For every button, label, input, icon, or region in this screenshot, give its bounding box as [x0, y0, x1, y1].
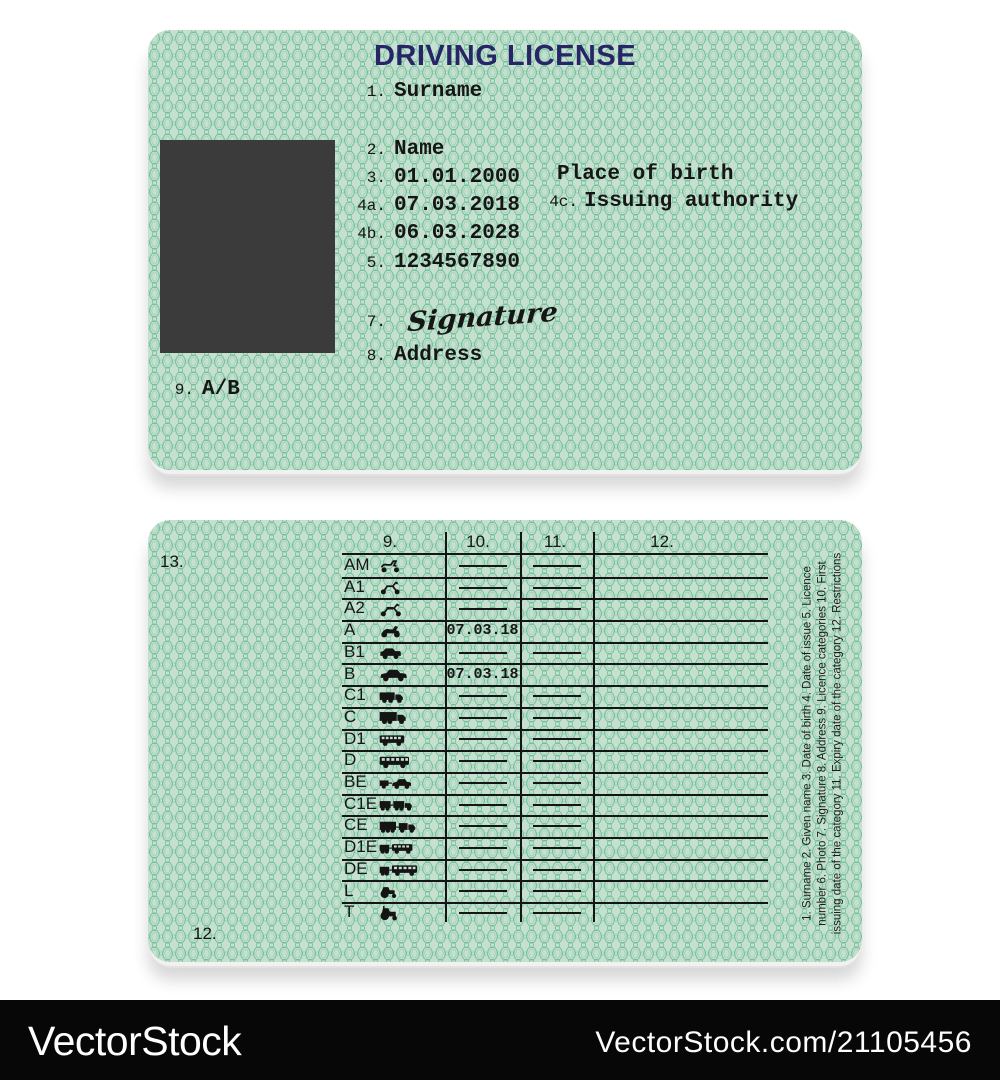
table-row — [342, 902, 768, 924]
photo-placeholder — [160, 140, 335, 353]
truck-icon — [379, 707, 443, 729]
table-cell: 07.03.18 — [446, 622, 519, 640]
legend-line: 1. Surname 2. Given name 3. Date of birth 4. Date of issue 5. Licence — [801, 566, 814, 921]
small-truck-icon — [379, 685, 443, 707]
table-cell — [445, 707, 520, 729]
category-label: D1E — [344, 837, 378, 857]
vectorstock-logo: VectorStock — [28, 1018, 242, 1064]
no-entry-dash — [533, 695, 581, 697]
table-cell — [593, 750, 768, 772]
license-card-front — [148, 30, 862, 470]
table-row — [342, 555, 768, 579]
field-value: 07.03.2018 — [394, 194, 521, 217]
field-date-of-issue — [340, 194, 520, 217]
table-cell — [520, 685, 593, 707]
category-label: A2 — [344, 598, 365, 618]
field-number: 4a. — [357, 197, 386, 215]
label-13: 13. — [160, 552, 184, 571]
no-entry-dash — [533, 804, 581, 806]
field-value: Issuing authority — [584, 190, 799, 213]
field-number: 4b. — [357, 225, 386, 243]
table-cell — [520, 642, 593, 664]
table-cell — [593, 794, 768, 816]
table-cell — [593, 642, 768, 664]
license-card-back — [148, 520, 862, 962]
category-label: C1E — [344, 793, 378, 813]
table-cell: 07.03.18 — [446, 665, 519, 683]
field-value: Surname — [394, 80, 483, 103]
category-label: A — [344, 620, 356, 640]
table-row — [342, 598, 768, 622]
watermark-bar — [0, 1000, 1000, 1080]
header-col-12: 12. — [650, 532, 674, 551]
table-cell — [593, 707, 768, 729]
table-cell — [593, 577, 768, 599]
no-entry-dash — [533, 912, 581, 914]
no-entry-dash — [533, 782, 581, 784]
table-row — [342, 577, 768, 601]
no-entry-dash — [459, 804, 507, 806]
no-entry-dash — [533, 717, 581, 719]
table-row — [342, 794, 768, 818]
table-row — [342, 707, 768, 731]
header-col-11: 11. — [543, 532, 567, 551]
category-label: CE — [344, 815, 368, 835]
field-legend-vertical-text — [801, 544, 846, 944]
table-cell — [593, 685, 768, 707]
table-row — [342, 642, 768, 666]
no-entry-dash — [459, 587, 507, 589]
minibus-trailer-icon — [379, 837, 443, 859]
table-cell — [445, 815, 520, 837]
field-date-of-birth — [340, 166, 520, 189]
table-cell — [520, 577, 593, 599]
field-issuing-authority — [530, 190, 798, 213]
field-value: 01.01.2000 — [394, 166, 521, 189]
no-entry-dash — [533, 608, 581, 610]
table-cell — [593, 859, 768, 881]
table-row — [342, 859, 768, 883]
field-value: 06.03.2028 — [394, 222, 521, 245]
small-tractor-icon — [379, 881, 443, 903]
field-licence-number — [340, 251, 520, 274]
header-col-10: 10. — [466, 532, 490, 551]
table-cell — [593, 620, 768, 642]
table-cell — [593, 815, 768, 837]
no-entry-dash — [533, 847, 581, 849]
table-cell — [520, 902, 593, 924]
field-value: Name — [394, 138, 445, 161]
category-label: B1 — [344, 641, 365, 661]
table-cell — [593, 664, 768, 686]
field-number: 9. — [174, 381, 194, 399]
table-cell — [520, 772, 593, 794]
category-label: DE — [344, 858, 368, 878]
table-cell — [520, 707, 593, 729]
table-cell — [445, 837, 520, 859]
table-row — [342, 750, 768, 774]
no-entry-dash — [459, 890, 507, 892]
table-cell — [520, 729, 593, 751]
field-number: 5. — [366, 254, 386, 272]
moped-icon — [379, 555, 443, 577]
no-entry-dash — [459, 847, 507, 849]
no-entry-dash — [533, 565, 581, 567]
field-signature — [340, 296, 559, 339]
no-entry-dash — [459, 782, 507, 784]
no-entry-dash — [459, 738, 507, 740]
table-header-row — [342, 532, 768, 555]
table-row — [342, 685, 768, 709]
category-label: BE — [344, 772, 367, 791]
table-cell — [520, 664, 593, 686]
table-row — [342, 837, 768, 861]
bus-icon — [379, 750, 443, 772]
no-entry-dash — [459, 912, 507, 914]
category-label: D — [344, 750, 357, 770]
table-cell — [520, 598, 593, 620]
no-entry-dash — [533, 652, 581, 654]
legend-line: issuing date of the category 11. Expiry date of the category 12. Restrictions — [831, 552, 844, 935]
small-truck-trailer-icon — [379, 794, 443, 816]
category-label: B — [344, 663, 356, 683]
field-address — [340, 344, 482, 367]
table-cell — [520, 750, 593, 772]
table-cell — [445, 902, 520, 924]
category-label: C — [344, 706, 357, 726]
table-row — [342, 664, 768, 688]
category-label: A1 — [344, 576, 365, 596]
field-categories — [166, 378, 240, 401]
field-value: 1234567890 — [394, 251, 521, 274]
no-entry-dash — [459, 695, 507, 697]
table-cell — [445, 555, 520, 577]
field-value: A/B — [202, 378, 240, 401]
category-label: L — [344, 880, 354, 900]
table-cell — [520, 837, 593, 859]
table-cell — [445, 859, 520, 881]
table-cell — [593, 772, 768, 794]
no-entry-dash — [533, 587, 581, 589]
no-entry-dash — [459, 717, 507, 719]
minibus-icon — [379, 729, 443, 751]
label-12: 12. — [193, 924, 217, 943]
no-entry-dash — [459, 825, 507, 827]
header-col-9: 9. — [382, 532, 398, 551]
no-entry-dash — [459, 652, 507, 654]
table-cell — [520, 815, 593, 837]
no-entry-dash — [533, 869, 581, 871]
field-place-of-birth: Place of birth — [557, 163, 734, 186]
table-cell — [593, 729, 768, 751]
no-entry-dash — [459, 760, 507, 762]
table-cell — [445, 577, 520, 599]
truck-trailer-icon — [379, 815, 443, 837]
table-row — [342, 620, 768, 644]
signature-script: Signature — [406, 296, 559, 339]
table-cell — [593, 555, 768, 577]
table-cell — [520, 620, 593, 642]
table-cell — [445, 642, 520, 664]
table-cell — [445, 729, 520, 751]
table-cell — [593, 902, 768, 924]
no-entry-dash — [533, 890, 581, 892]
table-cell — [520, 794, 593, 816]
category-label: T — [344, 902, 355, 922]
car-trailer-icon — [379, 772, 443, 794]
field-number: 4c. — [549, 193, 578, 211]
table-cell — [593, 881, 768, 903]
table-row — [342, 772, 768, 796]
legend-line: number 6. Photo 7. Signature 8. Address 9. Licence categories 10. First — [816, 561, 829, 926]
category-label: C1 — [344, 685, 366, 705]
table-row — [342, 815, 768, 839]
category-label: AM — [344, 555, 370, 574]
field-number: 2. — [366, 141, 386, 159]
table-cell — [520, 555, 593, 577]
medium-motorcycle-icon — [379, 598, 443, 620]
no-entry-dash — [459, 565, 507, 567]
table-cell — [445, 685, 520, 707]
field-surname — [340, 80, 482, 103]
field-number: 8. — [366, 347, 386, 365]
table-cell — [445, 881, 520, 903]
no-entry-dash — [533, 825, 581, 827]
field-number: 7. — [366, 313, 386, 331]
table-cell — [445, 772, 520, 794]
field-number: 1. — [366, 83, 386, 101]
table-cell — [445, 794, 520, 816]
table-cell — [593, 837, 768, 859]
no-entry-dash — [459, 869, 507, 871]
quadricycle-icon — [379, 642, 443, 664]
light-motorcycle-icon — [379, 577, 443, 599]
motorcycle-icon — [379, 620, 443, 642]
tractor-icon — [379, 902, 443, 924]
table-row — [342, 729, 768, 753]
field-expiry-date — [340, 222, 520, 245]
table-row — [342, 881, 768, 905]
car-icon — [379, 664, 443, 686]
no-entry-dash — [459, 608, 507, 610]
category-table — [342, 532, 768, 924]
category-label: D1 — [344, 728, 366, 748]
no-entry-dash — [533, 760, 581, 762]
vectorstock-url: VectorStock.com/21105456 — [595, 1026, 972, 1059]
no-entry-dash — [533, 738, 581, 740]
table-cell — [445, 750, 520, 772]
table-cell — [593, 598, 768, 620]
card-title: DRIVING LICENSE — [373, 40, 637, 72]
table-cell — [445, 598, 520, 620]
field-value: Address — [394, 344, 483, 367]
field-number: 3. — [366, 169, 386, 187]
bus-trailer-icon — [379, 859, 443, 881]
table-cell — [520, 881, 593, 903]
field-name — [340, 138, 444, 161]
table-cell — [520, 859, 593, 881]
